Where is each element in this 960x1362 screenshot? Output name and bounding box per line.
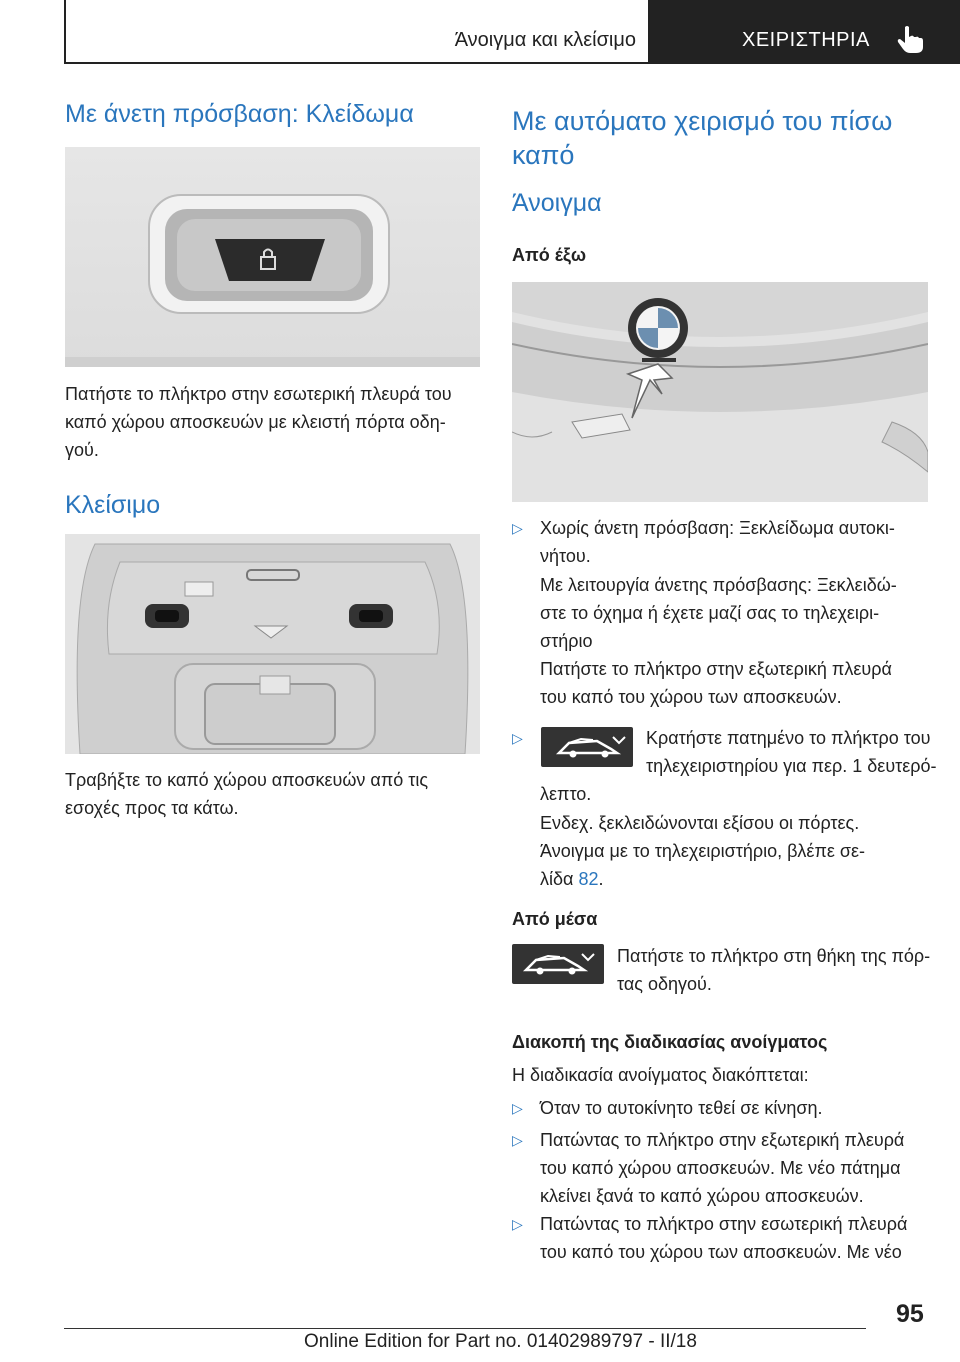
bullet-marker: ▷ xyxy=(512,730,523,746)
subheading-from-inside: Από μέσα xyxy=(512,909,598,929)
text-line: Πατώντας το πλήκτρο στην εσωτερική πλευρά xyxy=(540,1214,908,1234)
remote-trunk-key-icon xyxy=(541,727,633,767)
text-line: καπό χώρου αποσκευών με κλειστή πόρτα οδη- xyxy=(65,412,446,432)
text-line: Πατώντας το πλήκτρο στην εξωτερική πλευρά xyxy=(540,1130,905,1150)
subheading-from-outside: Από έξω xyxy=(512,245,587,265)
text-line: Άνοιγμα με το τηλεχειριστήριο, βλέπε σε- xyxy=(540,841,866,861)
bullet-marker: ▷ xyxy=(512,1216,523,1232)
text-line: Κρατήστε πατημένο το πλήκτρο του xyxy=(646,728,931,748)
page-number: 95 xyxy=(896,1300,924,1328)
bullet-vehicle-moves: Όταν το αυτοκίνητο τεθεί σε κίνηση. xyxy=(540,1098,823,1118)
bullet-unlock-text xyxy=(540,514,895,570)
para-interrupt-intro: Η διαδικασία ανοίγματος διακόπτεται: xyxy=(512,1065,809,1085)
text-second: λεπτο. xyxy=(540,784,592,804)
hand-pointer-icon xyxy=(896,24,924,54)
figure-lock-button xyxy=(65,147,480,367)
para-doors-unlock xyxy=(540,809,865,893)
para-closing-instructions xyxy=(65,766,428,822)
text-line: κλείνει ξανά το καπό χώρου αποσκευών. xyxy=(540,1186,864,1206)
text-line: Πατήστε το πλήκτρο στη θήκη της πόρ- xyxy=(617,946,931,966)
bullet-marker: ▷ xyxy=(512,1100,523,1116)
text-line: Με λειτουργία άνετης πρόσβασης: Ξεκλειδώ- xyxy=(540,575,897,595)
text-line: Τραβήξτε το καπό χώρου αποσκευών από τις xyxy=(65,770,429,790)
bullet-press-outside xyxy=(540,1126,904,1210)
text-line: στε το όχημα ή έχετε μαζί σας το τηλεχειρι- xyxy=(540,603,880,623)
heading-opening: Άνοιγμα xyxy=(512,189,602,217)
text-line: γού. xyxy=(65,440,99,460)
text-line: . xyxy=(598,869,604,889)
para-press-driver-door xyxy=(617,942,930,998)
text-line: Πατήστε το πλήκτρο στην εσωτερική πλευρά του xyxy=(65,384,452,404)
para-hold-remote xyxy=(646,724,937,780)
footer-divider xyxy=(64,1328,866,1329)
text-line: τας οδηγού. xyxy=(617,974,712,994)
heading-closing: Κλείσιμο xyxy=(65,491,161,519)
text-line: τηλεχειριστηρίου για περ. 1 δευτερό- xyxy=(646,756,937,776)
para-comfort-access xyxy=(540,571,897,655)
text-line: Πατήστε το πλήκτρο στην εξωτερική πλευρά xyxy=(540,659,892,679)
bullet-press-inside xyxy=(540,1210,907,1266)
section-title: ΧΕΙΡΙΣΤΗΡΙΑ xyxy=(742,29,870,51)
figure-trunk-lid-recesses xyxy=(65,534,480,754)
trunk-button-key-icon xyxy=(512,944,604,984)
text-line: του καπό του χώρου των αποσκευών. Με νέο xyxy=(540,1242,902,1262)
chapter-title: Άνοιγμα και κλείσιμο xyxy=(454,29,636,51)
text-line: νήτου. xyxy=(540,546,591,566)
footer-edition: Online Edition for Part no. 01402989797 - II/18 xyxy=(304,1331,697,1352)
para-press-outside xyxy=(540,655,892,711)
page-link-82[interactable]: 82 xyxy=(578,869,599,889)
heading-automatic-operation xyxy=(512,104,892,172)
subheading-interrupt-opening: Διακοπή της διαδικασίας ανοίγματος xyxy=(512,1032,828,1052)
bullet-marker: ▷ xyxy=(512,520,523,536)
text-line: λίδα xyxy=(540,869,579,889)
text-line: Χωρίς άνετη πρόσβαση: Ξεκλείδωμα αυτοκι- xyxy=(540,518,895,538)
text-line: του καπό του χώρου των αποσκευών. xyxy=(540,687,842,707)
header-section-box xyxy=(650,0,960,64)
text-line: εσοχές προς τα κάτω. xyxy=(65,798,239,818)
figure-trunk-outside-button xyxy=(512,282,928,502)
heading-line: καπό xyxy=(512,140,575,170)
header-chapter-box xyxy=(64,0,650,64)
text-line: Ενδεχ. ξεκλειδώνονται εξίσου οι πόρτες. xyxy=(540,813,860,833)
text-line: του καπό χώρου αποσκευών. Με νέο πάτημα xyxy=(540,1158,901,1178)
text-line: στήριο xyxy=(540,631,593,651)
heading-comfort-lock: Με άνετη πρόσβαση: Κλείδωμα xyxy=(65,100,414,128)
heading-line: Με αυτόματο χειρισμό του πίσω xyxy=(512,106,893,136)
bullet-marker: ▷ xyxy=(512,1132,523,1148)
para-lock-instructions xyxy=(65,380,452,464)
